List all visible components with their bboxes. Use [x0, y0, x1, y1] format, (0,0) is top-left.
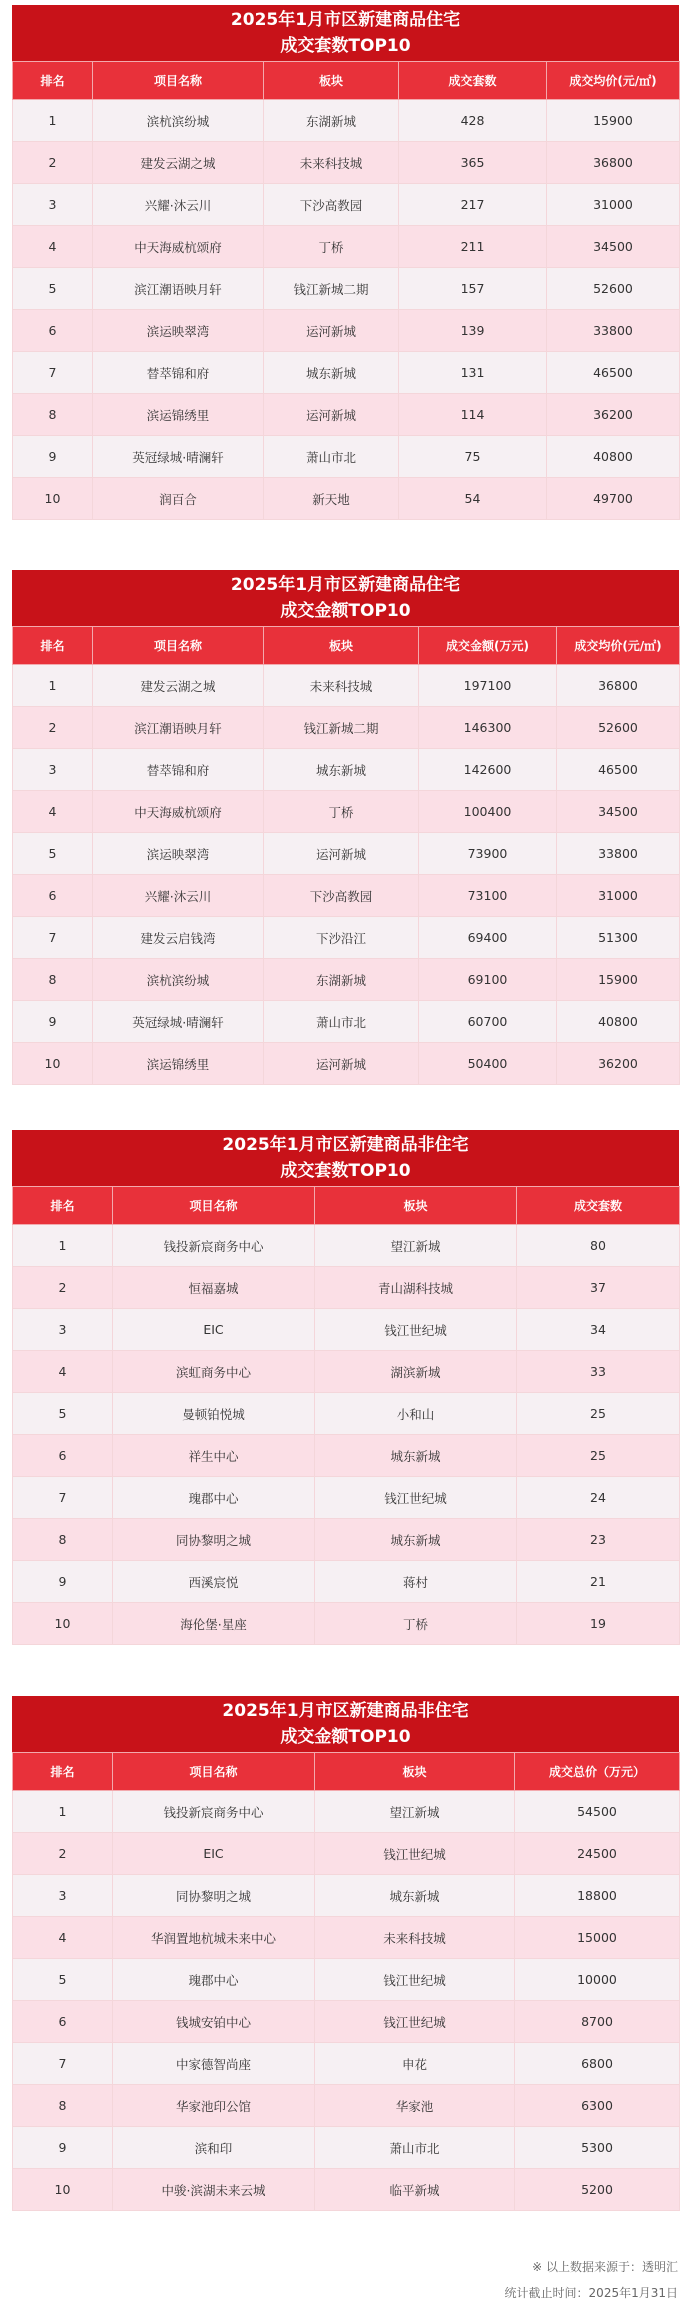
- data-table: [12, 61, 680, 520]
- cell-avg-price: 15900: [557, 959, 680, 1001]
- cell-project: 滨江潮语映月轩: [93, 707, 264, 749]
- cell-project: 替萃锦和府: [93, 352, 264, 394]
- cell-units: 37: [517, 1267, 680, 1309]
- cell-district: 城东新城: [264, 352, 399, 394]
- cell-rank: 9: [13, 436, 93, 478]
- cell-avg-price: 46500: [557, 749, 680, 791]
- cell-project: 瑰郡中心: [113, 1959, 315, 2001]
- cell-avg-price: 49700: [547, 478, 680, 520]
- cell-rank: 4: [13, 1351, 113, 1393]
- table-row: [13, 1351, 680, 1393]
- cell-total-price: 10000: [515, 1959, 680, 2001]
- cell-project: 兴耀·沐云川: [93, 184, 264, 226]
- cell-total-price: 6300: [515, 2085, 680, 2127]
- cell-project: 恒福嘉城: [113, 1267, 315, 1309]
- cell-avg-price: 31000: [557, 875, 680, 917]
- col-header-rank: 排名: [13, 1753, 113, 1791]
- table-row: [13, 478, 680, 520]
- cell-district: 钱江世纪城: [315, 1309, 517, 1351]
- cell-units: 34: [517, 1309, 680, 1351]
- cell-project: 中天海威杭颂府: [93, 791, 264, 833]
- cell-rank: 10: [13, 1603, 113, 1645]
- cell-total-price: 24500: [515, 1833, 680, 1875]
- cell-project: EIC: [113, 1309, 315, 1351]
- table-row: [13, 1603, 680, 1645]
- cell-project: 同协黎明之城: [113, 1519, 315, 1561]
- table-row: [13, 2127, 680, 2169]
- cell-district: 萧山市北: [315, 2127, 515, 2169]
- cell-district: 未来科技城: [264, 142, 399, 184]
- cell-district: 运河新城: [264, 1043, 419, 1085]
- cell-units: 33: [517, 1351, 680, 1393]
- cell-units: 211: [399, 226, 547, 268]
- footer-date: 统计截止时间：2025年1月31日: [504, 2286, 678, 2300]
- table-residential-units: [12, 5, 679, 520]
- cell-district: 湖滨新城: [315, 1351, 517, 1393]
- cell-project: 建发云启钱湾: [93, 917, 264, 959]
- cell-project: 海伦堡·星座: [113, 1603, 315, 1645]
- table-row: [13, 1435, 680, 1477]
- table-nonresidential-units: [12, 1130, 679, 1645]
- cell-district: 丁桥: [315, 1603, 517, 1645]
- data-table: [12, 1186, 680, 1645]
- table-row: [13, 1477, 680, 1519]
- cell-project: 兴耀·沐云川: [93, 875, 264, 917]
- table-row: [13, 184, 680, 226]
- table-row: [13, 2043, 680, 2085]
- header-row: [13, 62, 680, 100]
- col-header-district: 板块: [315, 1753, 515, 1791]
- cell-project: 曼顿铂悦城: [113, 1393, 315, 1435]
- cell-units: 75: [399, 436, 547, 478]
- cell-rank: 3: [13, 1875, 113, 1917]
- cell-project: 钱投新宸商务中心: [113, 1225, 315, 1267]
- col-header-rank: 排名: [13, 1187, 113, 1225]
- table-row: [13, 310, 680, 352]
- header-row: [13, 1187, 680, 1225]
- col-header-avg-price: 成交均价(元/㎡): [557, 627, 680, 665]
- cell-units: 217: [399, 184, 547, 226]
- cell-district: 萧山市北: [264, 436, 399, 478]
- cell-district: 未来科技城: [264, 665, 419, 707]
- cell-rank: 5: [13, 268, 93, 310]
- table-row: [13, 1267, 680, 1309]
- table-row: [13, 394, 680, 436]
- cell-units: 139: [399, 310, 547, 352]
- cell-project: 瑰郡中心: [113, 1477, 315, 1519]
- table-title: [12, 5, 679, 61]
- cell-rank: 10: [13, 1043, 93, 1085]
- cell-rank: 4: [13, 791, 93, 833]
- cell-avg-price: 52600: [547, 268, 680, 310]
- cell-rank: 8: [13, 2085, 113, 2127]
- cell-rank: 1: [13, 1225, 113, 1267]
- cell-units: 80: [517, 1225, 680, 1267]
- table-title-line1: 2025年1月市区新建商品住宅: [230, 10, 461, 30]
- cell-project: 滨杭滨纷城: [93, 959, 264, 1001]
- table-row: [13, 2001, 680, 2043]
- cell-rank: 9: [13, 1561, 113, 1603]
- cell-units: 21: [517, 1561, 680, 1603]
- cell-avg-price: 36800: [557, 665, 680, 707]
- cell-project: 滨杭滨纷城: [93, 100, 264, 142]
- cell-amount: 197100: [419, 665, 557, 707]
- table-row: [13, 1225, 680, 1267]
- header-row: [13, 1753, 680, 1791]
- cell-district: 东湖新城: [264, 959, 419, 1001]
- cell-avg-price: 34500: [547, 226, 680, 268]
- cell-units: 131: [399, 352, 547, 394]
- cell-rank: 8: [13, 394, 93, 436]
- cell-project: 钱投新宸商务中心: [113, 1791, 315, 1833]
- col-header-total-price: 成交总价（万元）: [515, 1753, 680, 1791]
- table-row: [13, 1393, 680, 1435]
- table-row: [13, 1791, 680, 1833]
- cell-project: 建发云湖之城: [93, 665, 264, 707]
- cell-district: 运河新城: [264, 394, 399, 436]
- col-header-units: 成交套数: [399, 62, 547, 100]
- table-row: [13, 1833, 680, 1875]
- cell-project: 滨运锦绣里: [93, 394, 264, 436]
- col-header-project: 项目名称: [93, 627, 264, 665]
- cell-rank: 8: [13, 1519, 113, 1561]
- table-nonresidential-amount: [12, 1696, 679, 2211]
- cell-district: 未来科技城: [315, 1917, 515, 1959]
- cell-district: 钱江世纪城: [315, 1477, 517, 1519]
- table-row: [13, 707, 680, 749]
- cell-project: 滨江潮语映月轩: [93, 268, 264, 310]
- cell-district: 钱江世纪城: [315, 2001, 515, 2043]
- cell-district: 钱江新城二期: [264, 707, 419, 749]
- table-row: [13, 268, 680, 310]
- cell-rank: 1: [13, 1791, 113, 1833]
- cell-total-price: 54500: [515, 1791, 680, 1833]
- table-row: [13, 2169, 680, 2211]
- cell-project: 祥生中心: [113, 1435, 315, 1477]
- cell-rank: 5: [13, 1393, 113, 1435]
- col-header-amount: 成交金额(万元): [419, 627, 557, 665]
- cell-district: 申花: [315, 2043, 515, 2085]
- data-table: [12, 1752, 680, 2211]
- cell-rank: 7: [13, 917, 93, 959]
- cell-district: 城东新城: [264, 749, 419, 791]
- cell-amount: 73900: [419, 833, 557, 875]
- cell-rank: 1: [13, 100, 93, 142]
- cell-avg-price: 33800: [547, 310, 680, 352]
- cell-district: 运河新城: [264, 833, 419, 875]
- table-row: [13, 749, 680, 791]
- cell-rank: 5: [13, 1959, 113, 2001]
- cell-total-price: 15000: [515, 1917, 680, 1959]
- table-row: [13, 791, 680, 833]
- cell-district: 钱江世纪城: [315, 1959, 515, 2001]
- cell-project: 英冠绿城·晴澜轩: [93, 1001, 264, 1043]
- cell-project: EIC: [113, 1833, 315, 1875]
- table-title: [12, 570, 679, 626]
- cell-rank: 4: [13, 226, 93, 268]
- table-title-line2: 成交金额TOP10: [280, 601, 411, 621]
- cell-district: 小和山: [315, 1393, 517, 1435]
- cell-rank: 2: [13, 142, 93, 184]
- cell-project: 中家德智尚座: [113, 2043, 315, 2085]
- table-title-line1: 2025年1月市区新建商品非住宅: [222, 1701, 469, 1721]
- cell-avg-price: 31000: [547, 184, 680, 226]
- cell-district: 丁桥: [264, 226, 399, 268]
- cell-units: 25: [517, 1393, 680, 1435]
- cell-project: 钱城安铂中心: [113, 2001, 315, 2043]
- cell-project: 滨运锦绣里: [93, 1043, 264, 1085]
- table-row: [13, 833, 680, 875]
- cell-rank: 7: [13, 2043, 113, 2085]
- cell-project: 西溪宸悦: [113, 1561, 315, 1603]
- table-title-line2: 成交金额TOP10: [280, 1727, 411, 1747]
- col-header-rank: 排名: [13, 62, 93, 100]
- table-title: [12, 1696, 679, 1752]
- table-row: [13, 875, 680, 917]
- cell-amount: 69100: [419, 959, 557, 1001]
- cell-district: 华家池: [315, 2085, 515, 2127]
- data-table: [12, 626, 680, 1085]
- cell-district: 新天地: [264, 478, 399, 520]
- cell-units: 365: [399, 142, 547, 184]
- cell-rank: 2: [13, 1833, 113, 1875]
- cell-avg-price: 52600: [557, 707, 680, 749]
- col-header-units: 成交套数: [517, 1187, 680, 1225]
- cell-total-price: 18800: [515, 1875, 680, 1917]
- cell-project: 华润置地杭城未来中心: [113, 1917, 315, 1959]
- cell-units: 54: [399, 478, 547, 520]
- cell-project: 同协黎明之城: [113, 1875, 315, 1917]
- cell-avg-price: 46500: [547, 352, 680, 394]
- cell-avg-price: 33800: [557, 833, 680, 875]
- cell-district: 下沙沿江: [264, 917, 419, 959]
- col-header-project: 项目名称: [113, 1753, 315, 1791]
- table-residential-amount: [12, 570, 679, 1085]
- col-header-project: 项目名称: [93, 62, 264, 100]
- cell-avg-price: 36200: [547, 394, 680, 436]
- cell-rank: 10: [13, 2169, 113, 2211]
- table-row: [13, 1959, 680, 2001]
- cell-rank: 6: [13, 2001, 113, 2043]
- cell-amount: 60700: [419, 1001, 557, 1043]
- table-title-line1: 2025年1月市区新建商品非住宅: [222, 1135, 469, 1155]
- cell-rank: 9: [13, 2127, 113, 2169]
- cell-district: 下沙高教园: [264, 184, 399, 226]
- cell-district: 城东新城: [315, 1875, 515, 1917]
- table-row: [13, 1519, 680, 1561]
- cell-district: 青山湖科技城: [315, 1267, 517, 1309]
- cell-units: 24: [517, 1477, 680, 1519]
- cell-units: 428: [399, 100, 547, 142]
- cell-district: 钱江新城二期: [264, 268, 399, 310]
- table-row: [13, 1917, 680, 1959]
- cell-project: 润百合: [93, 478, 264, 520]
- table-row: [13, 2085, 680, 2127]
- cell-rank: 3: [13, 1309, 113, 1351]
- col-header-avg-price: 成交均价(元/㎡): [547, 62, 680, 100]
- cell-units: 25: [517, 1435, 680, 1477]
- cell-rank: 7: [13, 352, 93, 394]
- cell-district: 下沙高教园: [264, 875, 419, 917]
- col-header-district: 板块: [315, 1187, 517, 1225]
- table-row: [13, 1561, 680, 1603]
- cell-avg-price: 34500: [557, 791, 680, 833]
- cell-rank: 3: [13, 749, 93, 791]
- cell-project: 华家池印公馆: [113, 2085, 315, 2127]
- cell-amount: 146300: [419, 707, 557, 749]
- cell-rank: 6: [13, 875, 93, 917]
- table-row: [13, 959, 680, 1001]
- cell-project: 英冠绿城·晴澜轩: [93, 436, 264, 478]
- cell-rank: 7: [13, 1477, 113, 1519]
- table-title-line2: 成交套数TOP10: [280, 1161, 411, 1181]
- cell-district: 蒋村: [315, 1561, 517, 1603]
- col-header-district: 板块: [264, 627, 419, 665]
- cell-total-price: 5300: [515, 2127, 680, 2169]
- cell-rank: 3: [13, 184, 93, 226]
- cell-amount: 100400: [419, 791, 557, 833]
- cell-rank: 9: [13, 1001, 93, 1043]
- footer-source: ※ 以上数据来源于：透明汇: [532, 2260, 678, 2274]
- col-header-district: 板块: [264, 62, 399, 100]
- cell-project: 中天海威杭颂府: [93, 226, 264, 268]
- cell-district: 望江新城: [315, 1791, 515, 1833]
- table-title-line2: 成交套数TOP10: [280, 36, 411, 56]
- cell-district: 萧山市北: [264, 1001, 419, 1043]
- cell-rank: 8: [13, 959, 93, 1001]
- cell-district: 临平新城: [315, 2169, 515, 2211]
- table-row: [13, 1001, 680, 1043]
- cell-project: 滨运映翠湾: [93, 310, 264, 352]
- table-row: [13, 665, 680, 707]
- cell-avg-price: 40800: [557, 1001, 680, 1043]
- cell-rank: 10: [13, 478, 93, 520]
- cell-rank: 5: [13, 833, 93, 875]
- table-row: [13, 1309, 680, 1351]
- col-header-project: 项目名称: [113, 1187, 315, 1225]
- col-header-rank: 排名: [13, 627, 93, 665]
- cell-rank: 6: [13, 1435, 113, 1477]
- cell-amount: 73100: [419, 875, 557, 917]
- table-row: [13, 917, 680, 959]
- cell-project: 滨虹商务中心: [113, 1351, 315, 1393]
- table-row: [13, 226, 680, 268]
- cell-district: 运河新城: [264, 310, 399, 352]
- table-row: [13, 142, 680, 184]
- cell-district: 望江新城: [315, 1225, 517, 1267]
- cell-district: 东湖新城: [264, 100, 399, 142]
- cell-amount: 142600: [419, 749, 557, 791]
- header-row: [13, 627, 680, 665]
- table-row: [13, 100, 680, 142]
- cell-avg-price: 36800: [547, 142, 680, 184]
- cell-rank: 4: [13, 1917, 113, 1959]
- cell-project: 滨运映翠湾: [93, 833, 264, 875]
- cell-total-price: 5200: [515, 2169, 680, 2211]
- cell-project: 中骏·滨湖未来云城: [113, 2169, 315, 2211]
- table-title-line1: 2025年1月市区新建商品住宅: [230, 575, 461, 595]
- cell-avg-price: 15900: [547, 100, 680, 142]
- cell-project: 替萃锦和府: [93, 749, 264, 791]
- cell-total-price: 6800: [515, 2043, 680, 2085]
- cell-units: 23: [517, 1519, 680, 1561]
- cell-avg-price: 36200: [557, 1043, 680, 1085]
- cell-district: 城东新城: [315, 1519, 517, 1561]
- cell-amount: 69400: [419, 917, 557, 959]
- cell-rank: 2: [13, 1267, 113, 1309]
- cell-avg-price: 40800: [547, 436, 680, 478]
- table-row: [13, 1043, 680, 1085]
- cell-district: 钱江世纪城: [315, 1833, 515, 1875]
- cell-units: 114: [399, 394, 547, 436]
- cell-avg-price: 51300: [557, 917, 680, 959]
- table-row: [13, 436, 680, 478]
- cell-district: 城东新城: [315, 1435, 517, 1477]
- cell-rank: 2: [13, 707, 93, 749]
- table-title: [12, 1130, 679, 1186]
- cell-amount: 50400: [419, 1043, 557, 1085]
- cell-rank: 6: [13, 310, 93, 352]
- cell-rank: 1: [13, 665, 93, 707]
- cell-total-price: 8700: [515, 2001, 680, 2043]
- cell-project: 滨和印: [113, 2127, 315, 2169]
- cell-district: 丁桥: [264, 791, 419, 833]
- cell-project: 建发云湖之城: [93, 142, 264, 184]
- cell-units: 19: [517, 1603, 680, 1645]
- table-row: [13, 352, 680, 394]
- table-row: [13, 1875, 680, 1917]
- cell-units: 157: [399, 268, 547, 310]
